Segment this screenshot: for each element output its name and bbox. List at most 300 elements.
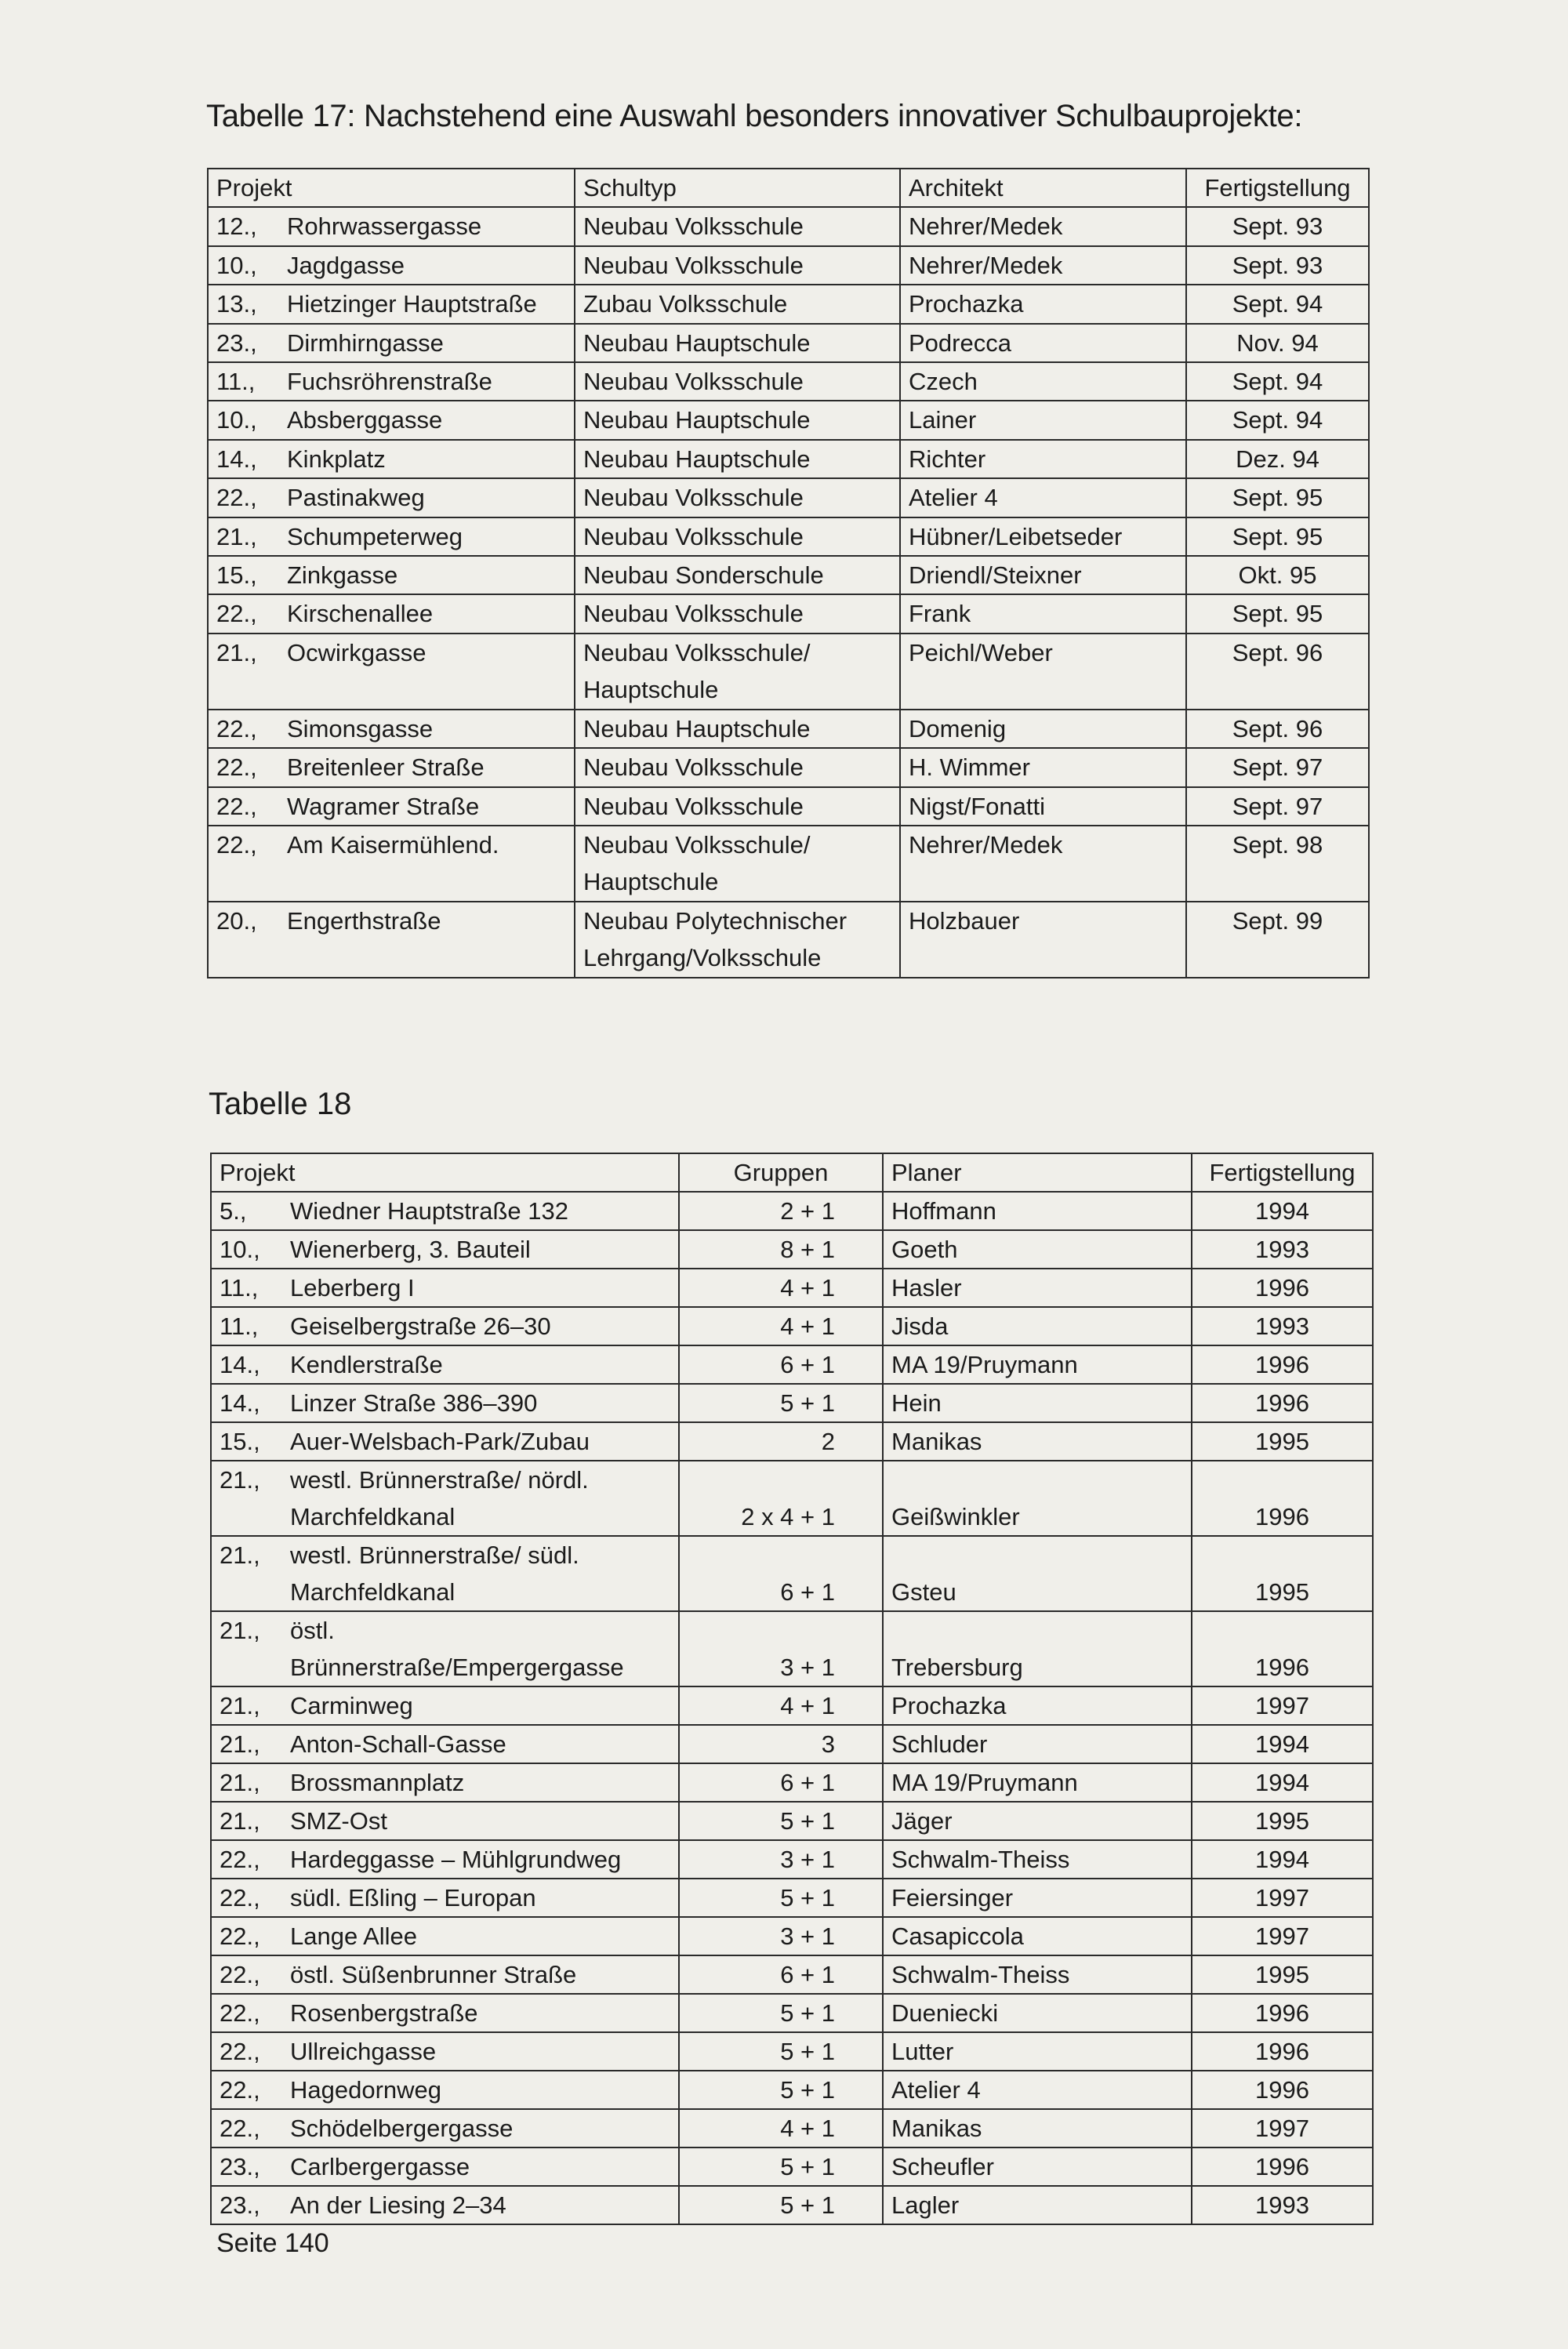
- page-number: Seite 140: [216, 2228, 329, 2258]
- project-name: Rohrwassergasse: [287, 212, 482, 241]
- project-cell: [208, 826, 575, 902]
- project-name: Wiedner Hauptstraße 132: [290, 1197, 568, 1225]
- project-cell: [211, 1955, 679, 1994]
- table-row: [208, 478, 1369, 517]
- completion-cell: 1993: [1192, 1307, 1373, 1345]
- table-row: [211, 1192, 1373, 1230]
- table-17: [207, 168, 1370, 978]
- planner-cell: Atelier 4: [883, 2071, 1192, 2109]
- table-row: [211, 1994, 1373, 2032]
- district-number: 14.,: [220, 1389, 260, 1417]
- completion-cell: Sept. 96: [1186, 634, 1369, 710]
- architect-cell: Lainer: [900, 401, 1186, 439]
- completion-cell: 1994: [1192, 1840, 1373, 1879]
- district-number: 14.,: [220, 1351, 260, 1378]
- project-cell: [211, 1686, 679, 1725]
- completion-cell: 1996: [1192, 1384, 1373, 1422]
- school-type-cell: Neubau Volksschule: [575, 246, 900, 285]
- project-wrap: [220, 2187, 670, 2224]
- district-number: 21.,: [220, 1541, 260, 1569]
- completion-cell: 1996: [1192, 1461, 1373, 1536]
- district-number: 22.,: [220, 2115, 260, 2142]
- project-cell: [211, 1461, 679, 1536]
- project-name: Kirschenallee: [287, 600, 434, 628]
- project-cell: [211, 1840, 679, 1879]
- table-row: [211, 1840, 1373, 1879]
- table-row: [208, 826, 1369, 902]
- planner-cell: Jisda: [883, 1307, 1192, 1345]
- groups-cell: 5 + 1: [679, 2071, 883, 2109]
- completion-cell: 1997: [1192, 2109, 1373, 2148]
- project-wrap: [220, 2033, 670, 2070]
- district-number: 13.,: [216, 290, 257, 318]
- project-wrap: [220, 1995, 670, 2031]
- project-name: Carlbergergasse: [290, 2153, 470, 2180]
- project-cell: [208, 556, 575, 594]
- table-row: [208, 556, 1369, 594]
- school-type-cell: Zubau Volksschule: [575, 285, 900, 323]
- table-row: [211, 1269, 1373, 1307]
- school-type-cell: Neubau Hauptschule: [575, 324, 900, 362]
- project-name: Hietzinger Hauptstraße: [287, 290, 537, 318]
- project-cell: [211, 1269, 679, 1307]
- district-number: 22.,: [216, 600, 257, 628]
- header-architekt: Architekt: [900, 169, 1186, 207]
- district-number: 14.,: [216, 445, 257, 473]
- architect-cell: Frank: [900, 594, 1186, 633]
- completion-cell: Sept. 95: [1186, 517, 1369, 556]
- project-name: Ocwirkgasse: [287, 638, 426, 666]
- completion-cell: 1995: [1192, 1536, 1373, 1611]
- table-row: [211, 1802, 1373, 1840]
- architect-cell: Richter: [900, 440, 1186, 478]
- project-name: Hagedornweg: [290, 2076, 442, 2104]
- groups-cell: 5 + 1: [679, 2186, 883, 2224]
- planner-cell: Feiersinger: [883, 1879, 1192, 1917]
- project-cell: [211, 2148, 679, 2186]
- completion-cell: 1994: [1192, 1192, 1373, 1230]
- district-number: 21.,: [220, 1466, 260, 1494]
- district-number: 10.,: [220, 1236, 260, 1263]
- project-name: Wagramer Straße: [287, 792, 480, 820]
- planner-cell: Hasler: [883, 1269, 1192, 1307]
- district-number: 23.,: [220, 2153, 260, 2180]
- district-number: 11.,: [220, 1312, 259, 1340]
- planner-cell: Schluder: [883, 1725, 1192, 1763]
- completion-cell: Sept. 95: [1186, 594, 1369, 633]
- project-cell: [211, 1307, 679, 1345]
- district-number: 22.,: [216, 792, 257, 820]
- table-17-body: [208, 207, 1369, 977]
- school-type-cell: Neubau Hauptschule: [575, 401, 900, 439]
- planner-cell: Jäger: [883, 1802, 1192, 1840]
- completion-cell: Sept. 94: [1186, 285, 1369, 323]
- district-number: 12.,: [216, 212, 257, 241]
- project-wrap: [220, 1231, 670, 1268]
- completion-cell: Sept. 99: [1186, 902, 1369, 978]
- groups-cell: 3 + 1: [679, 1840, 883, 1879]
- project-cell: [211, 1422, 679, 1461]
- project-wrap: [220, 1308, 670, 1345]
- district-number: 22.,: [216, 484, 257, 512]
- table-17-caption: Tabelle 17: Nachstehend eine Auswahl besonders innovativer Schulbauprojekte:: [206, 99, 1303, 133]
- planner-cell: Lutter: [883, 2032, 1192, 2071]
- table-row: [208, 634, 1369, 710]
- groups-cell: 5 + 1: [679, 1994, 883, 2032]
- project-cell: [211, 1763, 679, 1802]
- table-row: [211, 2109, 1373, 2148]
- table-18-header-row: [211, 1153, 1373, 1192]
- table-row: [208, 710, 1369, 748]
- project-name: Simonsgasse: [287, 714, 434, 742]
- table-row: [208, 401, 1369, 439]
- project-name: Wienerberg, 3. Bauteil: [290, 1236, 531, 1263]
- architect-cell: Nehrer/Medek: [900, 246, 1186, 285]
- table-row: [208, 517, 1369, 556]
- project-name: Hardeggasse – Mühlgrundweg: [290, 1846, 622, 1873]
- project-wrap: [220, 2148, 670, 2185]
- project-name: südl. Eßling – Europan: [290, 1884, 536, 1912]
- completion-cell: Dez. 94: [1186, 440, 1369, 478]
- completion-cell: 1997: [1192, 1879, 1373, 1917]
- project-name: SMZ-Ost: [290, 1807, 387, 1835]
- table-row: [211, 1686, 1373, 1725]
- project-cell: [208, 634, 575, 710]
- table-row: [211, 1725, 1373, 1763]
- planner-cell: Prochazka: [883, 1686, 1192, 1725]
- project-name: Kinkplatz: [287, 445, 386, 473]
- table-row: [208, 902, 1369, 978]
- project-name: Carminweg: [290, 1692, 413, 1719]
- completion-cell: Sept. 95: [1186, 478, 1369, 517]
- district-number: 22.,: [220, 1922, 260, 1950]
- project-wrap: [220, 1764, 670, 1801]
- project-wrap: [220, 1423, 670, 1460]
- groups-cell: 3: [679, 1725, 883, 1763]
- district-number: 10.,: [216, 251, 257, 279]
- table-row: [211, 1345, 1373, 1384]
- groups-cell: 2 + 1: [679, 1192, 883, 1230]
- completion-cell: Sept. 93: [1186, 207, 1369, 245]
- project-cell: [208, 517, 575, 556]
- project-name: Schödelbergergasse: [290, 2115, 514, 2142]
- project-cell: [208, 787, 575, 826]
- groups-cell: 4 + 1: [679, 2109, 883, 2148]
- project-cell: [208, 440, 575, 478]
- completion-cell: 1997: [1192, 1917, 1373, 1955]
- planner-cell: Schwalm-Theiss: [883, 1955, 1192, 1994]
- project-name: Rosenbergstraße: [290, 1999, 478, 2027]
- planner-cell: Hoffmann: [883, 1192, 1192, 1230]
- school-type-cell: Neubau Volksschule: [575, 748, 900, 786]
- architect-cell: Hübner/Leibetseder: [900, 517, 1186, 556]
- architect-cell: H. Wimmer: [900, 748, 1186, 786]
- table-row: [211, 2186, 1373, 2224]
- completion-cell: 1994: [1192, 1763, 1373, 1802]
- completion-cell: Sept. 98: [1186, 826, 1369, 902]
- architect-cell: Holzbauer: [900, 902, 1186, 978]
- project-cell: [208, 594, 575, 633]
- project-cell: [208, 478, 575, 517]
- table-row: [211, 1307, 1373, 1345]
- school-type-cell: Neubau Volksschule: [575, 594, 900, 633]
- table-row: [211, 2148, 1373, 2186]
- district-number: 21.,: [220, 1617, 260, 1644]
- table-row: [208, 748, 1369, 786]
- table-row: [211, 2032, 1373, 2071]
- school-type-cell: Neubau Volksschule/ Hauptschule: [575, 826, 900, 902]
- architect-cell: Nigst/Fonatti: [900, 787, 1186, 826]
- planner-cell: Goeth: [883, 1230, 1192, 1269]
- completion-cell: 1995: [1192, 1422, 1373, 1461]
- district-number: 23.,: [220, 2191, 260, 2219]
- table-row: [211, 1955, 1373, 1994]
- architect-cell: Nehrer/Medek: [900, 826, 1186, 902]
- project-wrap: [220, 2110, 670, 2147]
- project-cell: [211, 1611, 679, 1686]
- groups-cell: 3 + 1: [679, 1611, 883, 1686]
- project-name: Dirmhirngasse: [287, 329, 444, 357]
- architect-cell: Atelier 4: [900, 478, 1186, 517]
- completion-cell: Sept. 97: [1186, 787, 1369, 826]
- planner-cell: Scheufler: [883, 2148, 1192, 2186]
- completion-cell: 1995: [1192, 1955, 1373, 1994]
- completion-cell: Okt. 95: [1186, 556, 1369, 594]
- project-cell: [211, 1536, 679, 1611]
- project-wrap: [220, 1461, 670, 1535]
- table-18: [210, 1153, 1374, 2225]
- table-row: [211, 1611, 1373, 1686]
- header-projekt: Projekt: [208, 169, 575, 207]
- project-cell: [211, 1345, 679, 1384]
- table-row: [208, 285, 1369, 323]
- completion-cell: Sept. 97: [1186, 748, 1369, 786]
- architect-cell: Czech: [900, 362, 1186, 401]
- architect-cell: Peichl/Weber: [900, 634, 1186, 710]
- table-18-caption: Tabelle 18: [209, 1087, 352, 1121]
- planner-cell: Manikas: [883, 1422, 1192, 1461]
- table-18-body: [211, 1192, 1373, 2224]
- planner-cell: Hein: [883, 1384, 1192, 1422]
- header-projekt: Projekt: [211, 1153, 679, 1192]
- completion-cell: Nov. 94: [1186, 324, 1369, 362]
- district-number: 15.,: [220, 1428, 260, 1455]
- project-wrap: [220, 1346, 670, 1383]
- table-row: [208, 246, 1369, 285]
- planner-cell: Dueniecki: [883, 1994, 1192, 2032]
- project-cell: [208, 324, 575, 362]
- completion-cell: Sept. 96: [1186, 710, 1369, 748]
- district-number: 22.,: [220, 2038, 260, 2065]
- project-name: Fuchsröhrenstraße: [287, 368, 492, 396]
- school-type-cell: Neubau Volksschule: [575, 362, 900, 401]
- planner-cell: Geißwinkler: [883, 1461, 1192, 1536]
- district-number: 10.,: [216, 406, 257, 434]
- project-name: Lange Allee: [290, 1922, 418, 1950]
- table-row: [211, 1422, 1373, 1461]
- project-name: Jagdgasse: [287, 251, 405, 279]
- school-type-cell: Neubau Volksschule: [575, 207, 900, 245]
- project-cell: [208, 207, 575, 245]
- groups-cell: 2: [679, 1422, 883, 1461]
- project-name: Leberberg I: [290, 1274, 415, 1302]
- project-name: An der Liesing 2–34: [290, 2191, 506, 2219]
- school-type-cell: Neubau Polytechnischer Lehrgang/Volksschule: [575, 902, 900, 978]
- planner-cell: Schwalm-Theiss: [883, 1840, 1192, 1879]
- project-name: Pastinakweg: [287, 484, 425, 512]
- table-row: [211, 1461, 1373, 1536]
- planner-cell: Lagler: [883, 2186, 1192, 2224]
- district-number: 21.,: [220, 1807, 260, 1835]
- project-name: Engerthstraße: [287, 906, 441, 935]
- district-number: 22.,: [220, 1999, 260, 2027]
- completion-cell: 1994: [1192, 1725, 1373, 1763]
- school-type-cell: Neubau Volksschule: [575, 787, 900, 826]
- project-cell: [211, 2186, 679, 2224]
- planner-cell: MA 19/Pruymann: [883, 1763, 1192, 1802]
- district-number: 22.,: [220, 1846, 260, 1873]
- project-cell: [208, 902, 575, 978]
- project-wrap: [220, 1193, 670, 1229]
- planner-cell: Trebersburg: [883, 1611, 1192, 1686]
- district-number: 22.,: [220, 1961, 260, 1988]
- project-wrap: [220, 1537, 670, 1610]
- project-wrap: [220, 1726, 670, 1763]
- project-wrap: [220, 1269, 670, 1306]
- district-number: 21.,: [220, 1730, 260, 1758]
- district-number: 11.,: [216, 368, 256, 396]
- project-wrap: [220, 1687, 670, 1724]
- completion-cell: 1996: [1192, 1269, 1373, 1307]
- district-number: 22.,: [216, 753, 257, 782]
- table-row: [211, 1384, 1373, 1422]
- school-type-cell: Neubau Volksschule: [575, 478, 900, 517]
- project-name: westl. Brünnerstraße/ südl. Marchfeldkanal: [290, 1541, 579, 1606]
- project-wrap: [220, 1918, 670, 1955]
- completion-cell: 1996: [1192, 1611, 1373, 1686]
- groups-cell: 2 x 4 + 1: [679, 1461, 883, 1536]
- completion-cell: 1996: [1192, 1994, 1373, 2032]
- completion-cell: Sept. 93: [1186, 246, 1369, 285]
- completion-cell: 1993: [1192, 2186, 1373, 2224]
- district-number: 22.,: [220, 1884, 260, 1912]
- groups-cell: 5 + 1: [679, 2032, 883, 2071]
- project-name: östl. Süßenbrunner Straße: [290, 1961, 577, 1988]
- school-type-cell: Neubau Volksschule/ Hauptschule: [575, 634, 900, 710]
- project-wrap: [220, 1879, 670, 1916]
- table-row: [208, 362, 1369, 401]
- project-name: Breitenleer Straße: [287, 753, 485, 782]
- completion-cell: 1997: [1192, 1686, 1373, 1725]
- header-schultyp: Schultyp: [575, 169, 900, 207]
- header-planer: Planer: [883, 1153, 1192, 1192]
- header-gruppen: Gruppen: [679, 1153, 883, 1192]
- project-cell: [208, 401, 575, 439]
- project-cell: [208, 246, 575, 285]
- completion-cell: 1993: [1192, 1230, 1373, 1269]
- project-name: Absberggasse: [287, 406, 443, 434]
- district-number: 15.,: [216, 561, 257, 590]
- project-name: Brossmannplatz: [290, 1769, 465, 1796]
- district-number: 21.,: [220, 1692, 260, 1719]
- project-cell: [211, 1879, 679, 1917]
- project-cell: [211, 1994, 679, 2032]
- school-type-cell: Neubau Hauptschule: [575, 440, 900, 478]
- header-fertigstellung: Fertigstellung: [1192, 1153, 1373, 1192]
- project-cell: [211, 2032, 679, 2071]
- project-wrap: [220, 1956, 670, 1993]
- project-cell: [208, 748, 575, 786]
- table-row: [211, 2071, 1373, 2109]
- groups-cell: 6 + 1: [679, 1763, 883, 1802]
- groups-cell: 5 + 1: [679, 1802, 883, 1840]
- planner-cell: Gsteu: [883, 1536, 1192, 1611]
- table-row: [208, 324, 1369, 362]
- planner-cell: MA 19/Pruymann: [883, 1345, 1192, 1384]
- project-name: Anton-Schall-Gasse: [290, 1730, 506, 1758]
- district-number: 21.,: [216, 638, 257, 666]
- table-row: [211, 1763, 1373, 1802]
- project-name: Geiselbergstraße 26–30: [290, 1312, 551, 1340]
- architect-cell: Podrecca: [900, 324, 1186, 362]
- district-number: 21.,: [216, 522, 257, 550]
- table-17-header-row: [208, 169, 1369, 207]
- project-cell: [208, 285, 575, 323]
- groups-cell: 6 + 1: [679, 1955, 883, 1994]
- project-name: Zinkgasse: [287, 561, 398, 590]
- completion-cell: 1996: [1192, 2071, 1373, 2109]
- table-row: [211, 1917, 1373, 1955]
- table-row: [211, 1879, 1373, 1917]
- project-wrap: [220, 2071, 670, 2108]
- groups-cell: 8 + 1: [679, 1230, 883, 1269]
- district-number: 23.,: [216, 329, 257, 357]
- school-type-cell: Neubau Sonderschule: [575, 556, 900, 594]
- project-wrap: [220, 1841, 670, 1878]
- district-number: 11.,: [220, 1274, 259, 1302]
- project-cell: [211, 2071, 679, 2109]
- groups-cell: 5 + 1: [679, 1879, 883, 1917]
- groups-cell: 5 + 1: [679, 2148, 883, 2186]
- groups-cell: 3 + 1: [679, 1917, 883, 1955]
- planner-cell: Casapiccola: [883, 1917, 1192, 1955]
- project-name: westl. Brünnerstraße/ nördl. Marchfeldkanal: [290, 1466, 589, 1530]
- project-name: Am Kaisermühlend.: [287, 830, 499, 859]
- completion-cell: 1996: [1192, 2148, 1373, 2186]
- groups-cell: 4 + 1: [679, 1686, 883, 1725]
- school-type-cell: Neubau Hauptschule: [575, 710, 900, 748]
- groups-cell: 5 + 1: [679, 1384, 883, 1422]
- project-cell: [211, 1192, 679, 1230]
- project-name: östl. Brünnerstraße/Empergergasse: [290, 1617, 624, 1681]
- table-row: [208, 787, 1369, 826]
- groups-cell: 6 + 1: [679, 1345, 883, 1384]
- project-cell: [211, 1802, 679, 1840]
- project-cell: [211, 1725, 679, 1763]
- completion-cell: 1996: [1192, 2032, 1373, 2071]
- completion-cell: Sept. 94: [1186, 362, 1369, 401]
- groups-cell: 6 + 1: [679, 1536, 883, 1611]
- architect-cell: Domenig: [900, 710, 1186, 748]
- school-type-cell: Neubau Volksschule: [575, 517, 900, 556]
- district-number: 22.,: [216, 830, 257, 859]
- completion-cell: 1996: [1192, 1345, 1373, 1384]
- table-row: [208, 440, 1369, 478]
- project-wrap: [220, 1385, 670, 1421]
- completion-cell: Sept. 94: [1186, 401, 1369, 439]
- project-name: Ullreichgasse: [290, 2038, 437, 2065]
- project-cell: [211, 1917, 679, 1955]
